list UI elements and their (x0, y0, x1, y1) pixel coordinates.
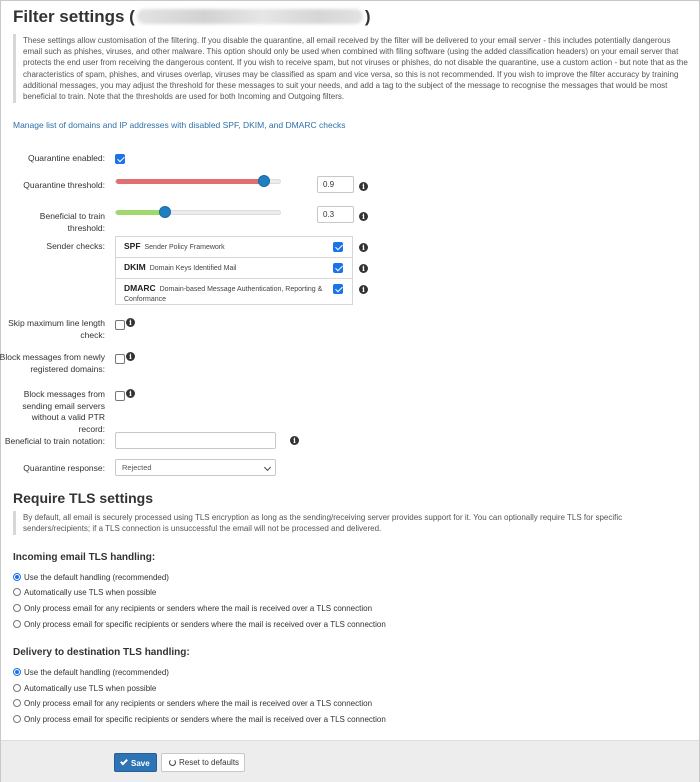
train-threshold-handle[interactable] (159, 206, 171, 218)
radio-selected-icon (13, 668, 21, 676)
save-button-label: Save (131, 759, 150, 768)
info-icon[interactable]: i (126, 389, 135, 398)
delivery-tls-title: Delivery to destination TLS handling: (13, 647, 190, 658)
radio-icon (13, 620, 21, 628)
delivery-tls-option-label: Only process email for specific recipients or senders where the mail is received over a TLS connection (24, 715, 386, 724)
redacted-domain (137, 9, 363, 24)
radio-selected-icon (13, 573, 21, 581)
train-threshold-label: Beneficial to train threshold: (39, 211, 105, 233)
delivery-tls-option[interactable] (13, 715, 386, 724)
radio-icon (13, 588, 21, 596)
delivery-tls-option-label: Automatically use TLS when possible (24, 684, 157, 693)
train-threshold-input[interactable]: 0.3 (317, 206, 354, 223)
sender-checks-table (115, 236, 353, 305)
quarantine-threshold-fill (116, 179, 264, 184)
dmarc-checkbox[interactable] (333, 284, 343, 294)
radio-icon (13, 604, 21, 612)
quarantine-threshold-handle[interactable] (258, 175, 270, 187)
block-no-ptr-label: Block messages from sending email servers without a valid PTR record: (22, 389, 105, 434)
delivery-tls-option-label: Use the default handling (recommended) (24, 668, 169, 677)
sender-check-desc: Domain Keys Identified Mail (149, 265, 237, 272)
incoming-tls-option[interactable] (13, 604, 372, 613)
refresh-icon (169, 759, 176, 766)
quarantine-threshold-input[interactable]: 0.9 (317, 176, 354, 193)
sender-check-code: DMARC (124, 283, 156, 293)
sender-check-code: DKIM (124, 262, 146, 272)
manage-domains-link[interactable]: Manage list of domains and IP addresses with disabled SPF, DKIM, and DMARC checks (13, 120, 346, 130)
sender-check-desc: Sender Policy Framework (144, 244, 225, 251)
radio-icon (13, 715, 21, 723)
spf-checkbox[interactable] (333, 242, 343, 252)
info-icon[interactable]: i (359, 285, 368, 294)
block-new-domains-label: Block messages from newly registered domains: (0, 352, 105, 374)
info-icon[interactable]: i (290, 436, 299, 445)
intro-note: These settings allow customisation of the filtering. If you disable the quarantine, all email received by the filter will be delivered to your email server - this includes potentially dangerous email such as phishes, viruses, and other malware. This option should only be used when combined with filing software (using the added classification headers) on your email server that protects the end user from receiving the dangerous content. If you wish to receive spam, but not viruses or phishes, do not disable the quarantine, use a custom action - but note that as the characteristics of spam, phishes, and viruses overlap, viruses may be classified as spam and vice versa, so this is not recommended. If you wish to improve the filter accuracy by training additional messages, you may adjust the threshold for these messages to suit your needs, and add a tag to the subject of the message to recognise the messages that would be most beneficial to train. Note that the thresholds are used for both Incoming and Outgoing filters. (13, 34, 689, 103)
incoming-tls-option[interactable] (13, 588, 156, 597)
info-icon[interactable]: i (359, 264, 368, 273)
incoming-tls-option-label: Only process email for any recipients or senders where the mail is received over a TLS connection (24, 604, 373, 613)
quarantine-enabled-label: Quarantine enabled: (27, 153, 105, 163)
tls-note: By default, all email is securely processed using TLS encryption as long as the sending/receiving server provides support for it. You can optionally require TLS for specific senders/recipients; if a TLS connection is unsuccessful the email will not be processed and delivered. (13, 511, 689, 535)
incoming-tls-title: Incoming email TLS handling: (13, 552, 156, 563)
info-icon[interactable]: i (359, 243, 368, 252)
reset-button-label: Reset to defaults (179, 758, 240, 767)
quarantine-threshold-label: Quarantine threshold: (23, 180, 105, 190)
info-icon[interactable]: i (126, 352, 135, 361)
delivery-tls-option[interactable] (13, 668, 169, 677)
quarantine-response-value: Rejected (122, 463, 152, 472)
train-threshold-slider[interactable] (115, 210, 281, 215)
sender-check-code: SPF (124, 241, 141, 251)
check-icon (120, 758, 128, 766)
incoming-tls-option[interactable] (13, 620, 386, 629)
quarantine-enabled-checkbox[interactable] (115, 154, 125, 164)
skip-line-length-label: Skip maximum line length check: (8, 318, 105, 340)
train-threshold-fill (116, 210, 165, 215)
incoming-tls-option-label: Automatically use TLS when possible (24, 588, 157, 597)
sender-check-dkim (116, 258, 352, 279)
form-footer (1, 740, 699, 782)
quarantine-response-select[interactable] (115, 459, 276, 476)
tls-section-title: Require TLS settings (13, 490, 154, 506)
info-icon[interactable]: i (126, 318, 135, 327)
sender-check-spf (116, 237, 352, 258)
page-title (13, 7, 371, 27)
chevron-down-icon (264, 464, 271, 471)
train-notation-input[interactable] (115, 432, 276, 449)
block-no-ptr-checkbox[interactable] (115, 391, 125, 401)
block-new-domains-checkbox[interactable] (115, 354, 125, 364)
dkim-checkbox[interactable] (333, 263, 343, 273)
page-title-prefix: Filter settings ( (13, 7, 135, 26)
sender-checks-label: Sender checks: (46, 241, 105, 251)
incoming-tls-option-label: Use the default handling (recommended) (24, 573, 169, 582)
sender-check-desc: Domain-based Message Authentication, Reporting & Conformance (124, 286, 323, 303)
delivery-tls-option-label: Only process email for any recipients or senders where the mail is received over a TLS connection (24, 699, 373, 708)
save-button[interactable] (114, 753, 157, 772)
delivery-tls-option[interactable] (13, 699, 372, 708)
skip-line-length-checkbox[interactable] (115, 320, 125, 330)
radio-icon (13, 699, 21, 707)
quarantine-response-label: Quarantine response: (23, 463, 105, 473)
info-icon[interactable]: i (359, 212, 368, 221)
train-notation-label: Beneficial to train notation: (4, 436, 105, 446)
quarantine-threshold-slider[interactable] (115, 179, 281, 184)
page-title-suffix: ) (364, 7, 371, 26)
radio-icon (13, 684, 21, 692)
reset-defaults-button[interactable] (161, 753, 245, 772)
info-icon[interactable]: i (359, 182, 368, 191)
delivery-tls-option[interactable] (13, 684, 156, 693)
incoming-tls-option[interactable] (13, 573, 169, 582)
sender-check-dmarc (116, 279, 352, 304)
incoming-tls-option-label: Only process email for specific recipients or senders where the mail is received over a TLS connection (24, 620, 386, 629)
